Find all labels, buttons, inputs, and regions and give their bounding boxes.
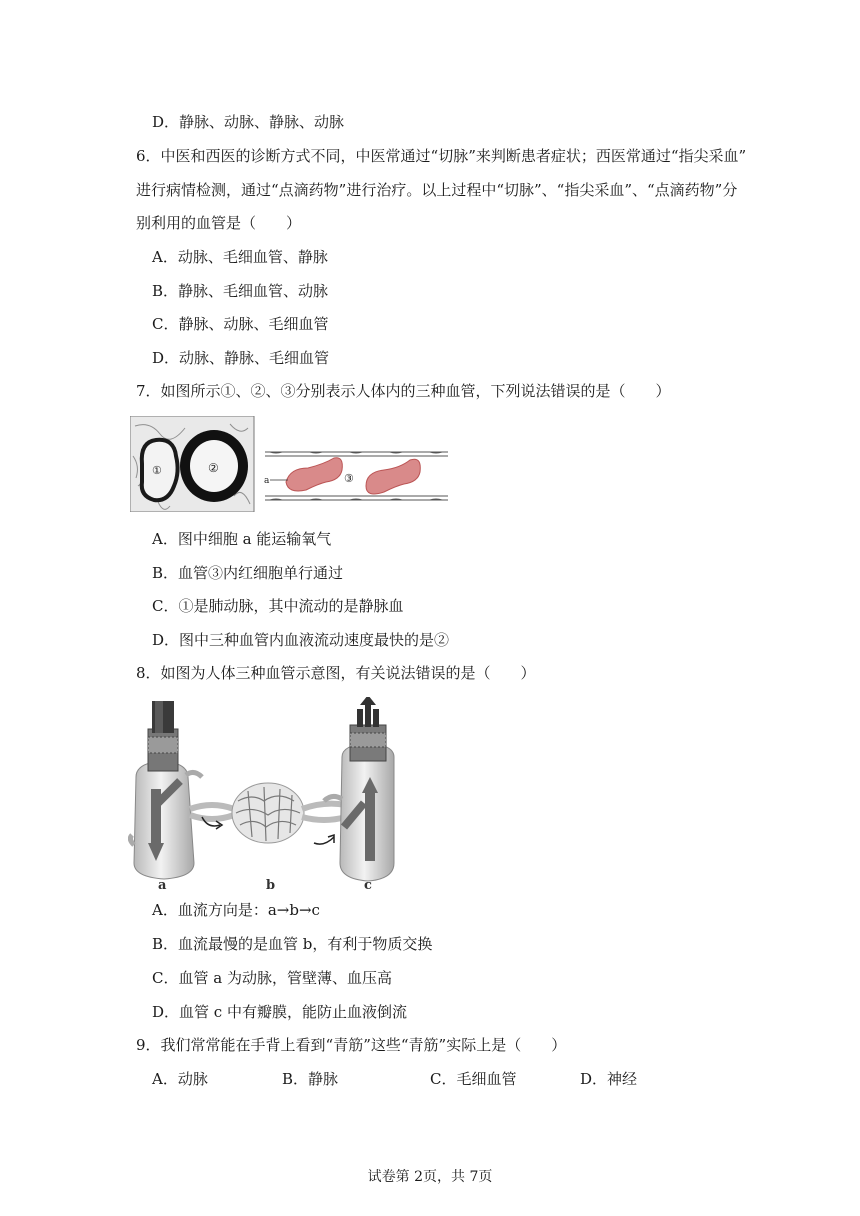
q8-option-a: A．血流方向是：a→b→c <box>152 901 320 919</box>
q6-option-b: B．静脉、毛细血管、动脉 <box>152 282 329 300</box>
q8-option-c: C．血管 a 为动脉，管壁薄、血压高 <box>152 969 392 987</box>
label-a: a <box>158 878 167 893</box>
q8-stem: 8．如图为人体三种血管示意图，有关说法错误的是（ ） <box>136 664 536 682</box>
vessel-a <box>130 701 202 879</box>
red-blood-cell-a <box>286 458 342 491</box>
q9-options <box>152 1069 752 1089</box>
q7-option-a: A．图中细胞 a 能运输氧气 <box>152 530 332 548</box>
page-footer: 试卷第 2页，共 7页 <box>367 1169 493 1185</box>
label-c: c <box>364 878 372 893</box>
q9-option-d: D．神经 <box>580 1070 638 1088</box>
q6-option-d: D．动脉、静脉、毛细血管 <box>152 349 330 367</box>
q7-option-d: D．图中三种血管内血液流动速度最快的是② <box>152 631 450 649</box>
q9-option-c: C．毛细血管 <box>430 1070 517 1088</box>
q8-blood-vessel-figure <box>128 697 398 893</box>
q7-blood-vessel-figure <box>130 416 450 512</box>
q9-option-b: B．静脉 <box>282 1070 339 1088</box>
q9-stem: 9．我们常常能在手背上看到“青筋”这些“青筋”实际上是（ ） <box>136 1036 567 1054</box>
q7-option-b: B．血管③内红细胞单行通过 <box>152 564 344 582</box>
q7-option-c: C．①是肺动脉，其中流动的是静脉血 <box>152 597 404 615</box>
q8-option-d: D．血管 c 中有瓣膜，能防止血液倒流 <box>152 1003 407 1021</box>
vessel-2-label: ② <box>208 461 219 475</box>
q6-option-a: A．动脉、毛细血管、静脉 <box>152 248 328 266</box>
q6-stem-line3: 别利用的血管是（ ） <box>136 214 302 232</box>
q8-option-b: B．血流最慢的是血管 b，有利于物质交换 <box>152 935 433 953</box>
vessel-1-label: ① <box>152 464 162 477</box>
capillary-network-b <box>190 783 346 844</box>
label-b: b <box>266 878 276 893</box>
q5-option-d: D．静脉、动脉、静脉、动脉 <box>152 113 345 131</box>
vessel-c <box>324 697 394 881</box>
vessel-3-label: ③ <box>344 472 354 485</box>
cell-a-label: a <box>264 476 270 486</box>
q7-stem: 7．如图所示①、②、③分别表示人体内的三种血管，下列说法错误的是（ ） <box>136 382 671 400</box>
q9-option-a: A．动脉 <box>152 1070 208 1088</box>
q6-stem-line2: 进行病情检测，通过“点滴药物”进行治疗。以上过程中“切脉”、“指尖采血”、“点滴药物”分 <box>136 181 738 199</box>
red-blood-cell <box>366 459 420 494</box>
q6-stem-line1: 6．中医和西医的诊断方式不同，中医常通过“切脉”来判断患者症状；西医常通过“指尖采血” <box>136 147 747 165</box>
q6-option-c: C．静脉、动脉、毛细血管 <box>152 315 329 333</box>
